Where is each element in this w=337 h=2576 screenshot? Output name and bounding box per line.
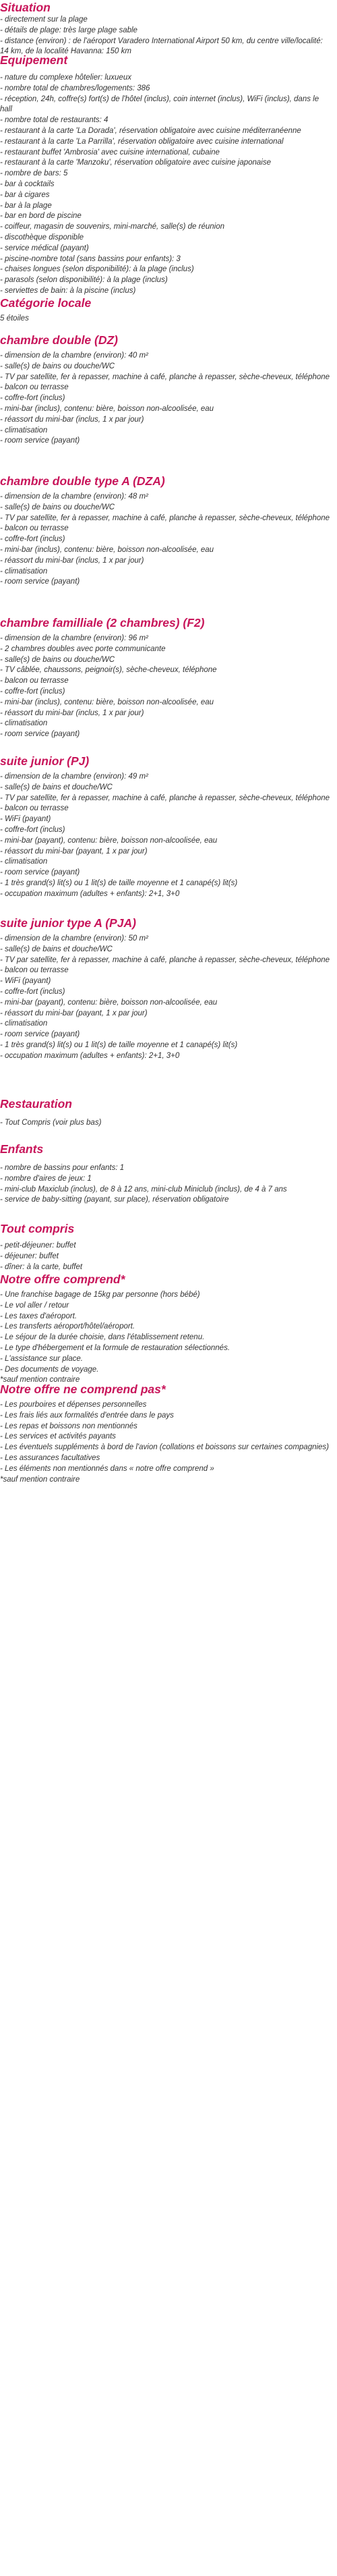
list-item: - directement sur la plage [0,16,88,24]
section-room-pj [0,754,332,900]
tout-compris-list [0,1241,332,1272]
list-item: - nombre d'aires de jeux: 1 [0,1174,92,1183]
section-offre-ne-comprend-pas [0,1382,332,1485]
list-item: - coffre-fort (inclus) [0,987,65,996]
list-item: - Les frais liés aux formalités d'entrée dans le pays [0,1411,174,1420]
list-item: - Tout Compris (voir plus bas) [0,1119,102,1127]
list-item: - 1 très grand(s) lit(s) ou 1 lit(s) de taille moyenne et 1 canapé(s) lit(s) [0,1040,238,1049]
list-item: - mini-club Maxiclub (inclus), de 8 à 12 ans, mini-club Miniclub (inclus), de 4 à 7 ans [0,1185,287,1194]
list-item: - salle(s) de bains ou douche/WC [0,362,115,370]
list-item: - bar à cigares [0,190,50,199]
list-item: - réassort du mini-bar (payant, 1 x par jour) [0,847,148,856]
list-item: - nombre de bassins pour enfants: 1 [0,1164,125,1172]
list-item: - room service (payant) [0,868,80,877]
list-item: - salle(s) de bains ou douche/WC [0,503,115,511]
room-title: chambre double type A (DZA) [0,474,165,488]
list-item: - Les taxes d'aéroport. [0,1312,78,1320]
list-item: - climatisation [0,719,48,728]
enfants-list [0,1163,332,1206]
list-item: - bar à la plage [0,201,52,210]
list-item: - restaurant buffet 'Ambrosia' avec cuisine international, cubaine [0,148,220,157]
list-item: - déjeuner: buffet [0,1252,59,1260]
list-item: - coiffeur, magasin de souvenirs, mini-marché, salle(s) de réunion [0,223,225,231]
situation-title: Situation [0,1,51,14]
room-list [0,772,332,900]
list-item: - balcon ou terrasse [0,383,69,392]
list-item: - mini-bar (payant), contenu: bière, boisson non-alcoolisée, eau [0,998,218,1007]
list-item: - dîner: à la carte, buffet [0,1262,83,1271]
list-item: - détails de plage: très large plage sable [0,26,137,34]
room-list [0,492,332,588]
section-enfants [0,1142,332,1206]
list-item: - room service (payant) [0,578,80,586]
list-item: - balcon ou terrasse [0,804,69,813]
offre-title: Notre offre comprend* [0,1272,125,1286]
list-item: - coffre-fort (inclus) [0,535,65,544]
section-room-pja [0,916,332,1062]
list-item: - réassort du mini-bar (inclus, 1 x par jour) [0,415,144,424]
section-room-dz [0,333,332,447]
list-item: - coffre-fort (inclus) [0,687,65,696]
room-list [0,351,332,447]
list-item: - dimension de la chambre (environ): 50 m² [0,934,148,943]
categorie-title: Catégorie locale [0,296,92,310]
list-item: - TV par satellite, fer à repasser, machine à café, planche à repasser, sèche-cheveux, téléphone [0,372,330,381]
list-item: - Les services et activités payants [0,1432,116,1441]
list-item: - service médical (payant) [0,244,89,252]
list-item: - service de baby-sitting (payant, sur place), réservation obligatoire [0,1196,229,1204]
restauration-title: Restauration [0,1097,72,1111]
list-item: - dimension de la chambre (environ): 96 m² [0,634,148,642]
list-item: - 2 chambres doubles avec porte communicante [0,644,166,653]
list-item: - TV câblée, chaussons, peignoir(s), sèche-cheveux, téléphone [0,666,217,675]
enfants-title: Enfants [0,1142,44,1156]
room-list [0,934,332,1062]
restauration-list [0,1118,332,1129]
list-item: - mini-bar (payant), contenu: bière, boisson non-alcoolisée, eau [0,836,218,845]
list-item: - serviettes de bain: à la piscine (inclus) [0,286,136,295]
categorie-text: 5 étoiles [0,314,29,323]
room-title: chambre familliale (2 chambres) (F2) [0,616,205,629]
list-item: - discothèque disponible [0,233,84,242]
list-item: - restaurant à la carte 'La Parrilla', réservation obligatoire avec cuisine international [0,137,284,146]
situation-list [0,15,332,57]
list-item: - réassort du mini-bar (payant, 1 x par jour) [0,1009,148,1017]
list-item: - 1 très grand(s) lit(s) ou 1 lit(s) de taille moyenne et 1 canapé(s) lit(s) [0,878,238,887]
non-offre-title: Notre offre ne comprend pas* [0,1382,166,1396]
list-item: - bar en bord de piscine [0,212,82,221]
list-item: - réception, 24h, coffre(s) fort(s) de l'hôtel (inclus), coin internet (inclus), WiFi (inclus), dans le hall [0,94,319,114]
list-item: - WiFi (payant) [0,815,51,824]
list-item: - TV par satellite, fer à repasser, machine à café, planche à repasser, sèche-cheveux, téléphone [0,793,330,802]
room-title: suite junior (PJ) [0,754,90,768]
list-item: - restaurant à la carte 'La Dorada', réservation obligatoire avec cuisine méditerranéenne [0,126,301,135]
list-item: - salle(s) de bains et douche/WC [0,945,113,953]
list-item: - Une franchise bagage de 15kg par personne (hors bébé) [0,1291,200,1299]
list-item: - Les éléments non mentionnés dans « notre offre comprend » [0,1464,214,1473]
list-item: - piscine-nombre total (sans bassins pour enfants): 3 [0,254,181,263]
list-item: - coffre-fort (inclus) [0,394,65,403]
list-item: - Les assurances facultatives [0,1453,100,1462]
list-item: - mini-bar (inclus), contenu: bière, boisson non-alcoolisée, eau [0,545,214,554]
list-item: - mini-bar (inclus), contenu: bière, boisson non-alcoolisée, eau [0,404,214,413]
footnote: *sauf mention contraire [0,1475,80,1484]
offre-list [0,1290,332,1386]
list-item: - climatisation [0,567,48,576]
list-item: - Le vol aller / retour [0,1301,69,1310]
list-item: - parasols (selon disponibilité): à la plage (inclus) [0,276,168,285]
non-offre-list [0,1400,332,1485]
list-item: - L'assistance sur place. [0,1354,84,1363]
room-title: suite junior type A (PJA) [0,916,136,930]
list-item: - Des documents de voyage. [0,1365,99,1374]
list-item: - occupation maximum (adultes + enfants): 2+1, 3+0 [0,1051,180,1060]
list-item: - room service (payant) [0,730,80,739]
list-item: - bar à cocktails [0,179,55,188]
list-item: - TV par satellite, fer à repasser, machine à café, planche à repasser, sèche-cheveux, téléphone [0,955,330,964]
list-item: - room service (payant) [0,437,80,445]
list-item: - room service (payant) [0,1030,80,1039]
list-item: - dimension de la chambre (environ): 40 m² [0,352,148,360]
list-item: - TV par satellite, fer à repasser, machine à café, planche à repasser, sèche-cheveux, téléphone [0,513,330,522]
section-tout-compris [0,1221,332,1272]
list-item: - occupation maximum (adultes + enfants): 2+1, 3+0 [0,889,180,898]
list-item: - dimension de la chambre (environ): 49 m² [0,773,148,781]
list-item: - balcon ou terrasse [0,524,69,533]
list-item: - nombre total de chambres/logements: 386 [0,84,150,92]
list-item: - Les pourboires et dépenses personnelles [0,1401,147,1409]
list-item: - nombre de bars: 5 [0,169,68,178]
list-item: - climatisation [0,858,48,866]
equipement-title: Equipement [0,53,68,67]
room-title: chambre double (DZ) [0,333,119,347]
room-list [0,634,332,740]
footnote: *sauf mention contraire [0,1376,80,1384]
section-room-dza [0,474,332,588]
section-categorie [0,296,332,325]
list-item: - petit-déjeuner: buffet [0,1241,76,1250]
list-item: - climatisation [0,426,48,435]
section-offre-comprend [0,1272,332,1386]
section-equipement [0,53,332,297]
list-item: - Les éventuels suppléments à bord de l'avion (collations et boissons sur certaines compagnies) [0,1443,330,1452]
list-item: - climatisation [0,1019,48,1028]
list-item: - chaises longues (selon disponibilité): à la plage (inclus) [0,265,194,274]
list-item: - nombre total de restaurants: 4 [0,116,109,125]
list-item: - nature du complexe hôtelier: luxueux [0,74,131,82]
list-item: - réassort du mini-bar (inclus, 1 x par jour) [0,708,144,717]
section-room-f2 [0,615,332,740]
list-item: - dimension de la chambre (environ): 48 m² [0,493,148,501]
list-item: - Les transferts aéroport/hôtel/aéroport. [0,1322,135,1331]
list-item: - coffre-fort (inclus) [0,825,65,834]
list-item: - mini-bar (inclus), contenu: bière, boisson non-alcoolisée, eau [0,698,214,706]
section-situation [0,0,332,57]
list-item: - Les repas et boissons non mentionnés [0,1422,137,1430]
list-item: - balcon ou terrasse [0,966,69,975]
list-item: - salle(s) de bains et douche/WC [0,783,113,791]
list-item: - Le séjour de la durée choisie, dans l'établissement retenu. [0,1333,205,1342]
list-item: - restaurant à la carte 'Manzoku', réservation obligatoire avec cuisine japonaise [0,159,271,167]
equipement-list [0,73,332,297]
tout-compris-title: Tout compris [0,1222,75,1235]
list-item: - réassort du mini-bar (inclus, 1 x par jour) [0,556,144,565]
list-item: - distance (environ) : de l'aéroport Varadero International Airport 50 km, du centre ville/localité: 14 km, de la localité Havanna: 150 km [0,36,323,56]
section-restauration [0,1096,332,1129]
list-item: - balcon ou terrasse [0,677,69,685]
list-item: - salle(s) de bains ou douche/WC [0,655,115,664]
list-item: - WiFi (payant) [0,977,51,986]
list-item: - Le type d'hébergement et la formule de restauration sélectionnés. [0,1343,231,1352]
